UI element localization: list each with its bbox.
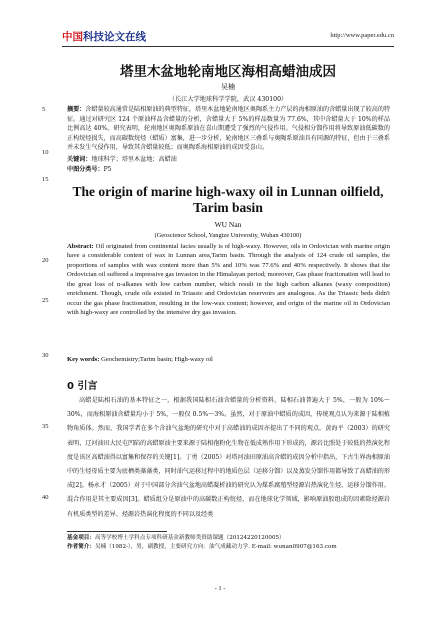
english-keywords-label: Key words: [67,356,100,363]
chinese-title: 塔里木盆地轮南地区海相高蜡油成因 [120,64,336,80]
chinese-classification [67,164,112,173]
english-keywords-text: Geochemistry;Tarim basin; High-waxy oil [101,356,213,363]
chinese-affiliation: （长江大学地球科学学院，武汉 430100） [168,96,288,103]
logo-part-2: 科技论文在线 [83,31,146,43]
chinese-abstract-label: 摘要： [67,106,86,113]
english-abstract-label: Abstract: [67,243,94,250]
line-number: 40 [42,494,49,501]
author-bio-text: 吴楠（1982-），男，副教授，主要研究方向：油气成藏动力学. E-mail: wunan0907@163.com [94,544,337,550]
header-divider [62,46,394,47]
line-number: 25 [42,297,49,304]
chinese-keywords-text: 地球科学；塔里木盆地；高蜡油 [91,156,177,163]
section-heading: 0 引言 [67,381,98,392]
fund-text: 高等学校博士学科点专项科研基金新教师类资助课题（20124220120005） [94,535,285,541]
chinese-keywords-label: 关键词： [67,156,92,163]
journal-logo[interactable] [62,30,146,43]
classification-label: 中图分类号： [67,166,104,173]
chinese-abstract [67,105,390,153]
english-title: The origin of marine high-waxy oil in Lunnan oilfield, Tarim basin [72,184,384,215]
author-footnote [67,543,390,551]
chinese-abstract-text: 含蜡量较高通常是陆相原油的典型特征，塔里木盆地轮南地区奥陶系主力产层的海相原油的含蜡量出现了较高的特征。通过对研究区 124 个原油样品含蜡量的分析，含蜡量大于 5%的样品数量为 77.6%，其中含蜡量大于 10%的样品比例高达 40%。研究表明，轮南地区奥陶系原油在喜山期遭受了强烈的气侵作用。气侵相分馏作用将导致原油低碳数的正构烷烃损失，而高碳数烷烃（蜡质）富集，进一步分析，轮南地区三叠系与奥陶系原油具有同源的特征，但由于三叠系并未发生气侵作用，导致其含蜡量较低；而奥陶系海相原油的成因受喜山。 [67,106,391,152]
fund-footnote [67,534,390,542]
line-number: 15 [42,176,49,183]
author-bio-label: 作者简介： [67,544,95,550]
english-author: WU Nan [214,220,242,229]
line-number: 20 [42,257,49,264]
fund-label: 基金项目： [67,535,95,541]
introduction-paragraph: 高蜡是陆相石油的基本特征之一，根据我国陆相石油含蜡量的分析资料，陆相石油普遍大于 5%，一般为 10%～30%，而海相原油含蜡量均小于 5%，一般仅 0.5%～3%。虽然，对于原油中蜡质的成因，传统观点认为来源于陆相植物角质体。然而，我国学者在多个含油气盆地的研究中对于高蜡油的成因亦提出了不同的观点。黄海平（2003）的研究表明，辽河油田大民屯凹陷的高蜡原油主要来源于陆相孢粉化生物在低成熟作用下形成的，源岩比照处于较低的热演化程度是该区高蜡油得以富集和保存的关键[1]。丁勇（2005）对塔河油田原油高含蜡的成因分析中指出，下古生界海相原油中的生烃母质主要为底栖类藻藻类，同时油气运移过程中的地质色层（运移分馏）以及蒸发分馏作用都导致了高蜡油的形成[2]。杨永才（2005）对于中国部分含油气盆地高蜡凝析油的研究认为煤系腐殖型烃源岩热演化生烃、运移分馏作用、混合作用是其主要成因[3]。蜡质组分是原油中的高碳数正构烷烃，而在地球化学领域，影响原油胶组成的因素除烃源岩有机质类型的差异、烃源岩热演化程度的不同以及经类 [67,397,390,518]
page-number: - 1 - [214,585,226,592]
introduction-body [67,394,390,522]
footnote-divider [67,531,167,532]
line-number: 10 [42,149,49,156]
classification-code: P5 [103,166,112,173]
chinese-author: 吴楠 [221,83,235,91]
line-number: 5 [42,106,46,113]
english-affiliation: (Geoscience School, Yangtze University, Wuhan 430100) [154,232,302,239]
header-url[interactable]: http://www.paper.edu.cn [330,32,394,39]
english-abstract-text: Oil originated from continental facies usually is of high-waxy. However, oils in Ordovician with marine origin have a considerable content of wax in Lunnan area,Tarim basin. Through the analysis of 124 crude oil samples, the proportions of samples with wax content more than 5% and 10% was 77.6% and 40% respectively. It shows that the Ordovician oil suffered a impressive gas invasion in the Himalayan period; moreover, Gas phase fractionation will lead to the great loss of n-alkanes with low carbon number, which result in the high carbon alkanes (waxy composition) enrichment. Though, crude oils existed in Triassic and Ordovician reservoirs are analogous. As the Triassic beds didn't occur the gas phase fractionation, resulting in the low-wax content; however, and origin of the marine oil in Ordovician with high-waxy are controlled by the intensive dry gas invasion. [67,243,390,317]
line-number: 35 [42,423,49,430]
chinese-keywords [67,154,177,163]
logo-part-1: 中国 [62,31,83,43]
english-abstract [67,242,390,318]
page-header [62,30,394,46]
line-number: 30 [42,352,49,359]
english-keywords [67,356,390,363]
